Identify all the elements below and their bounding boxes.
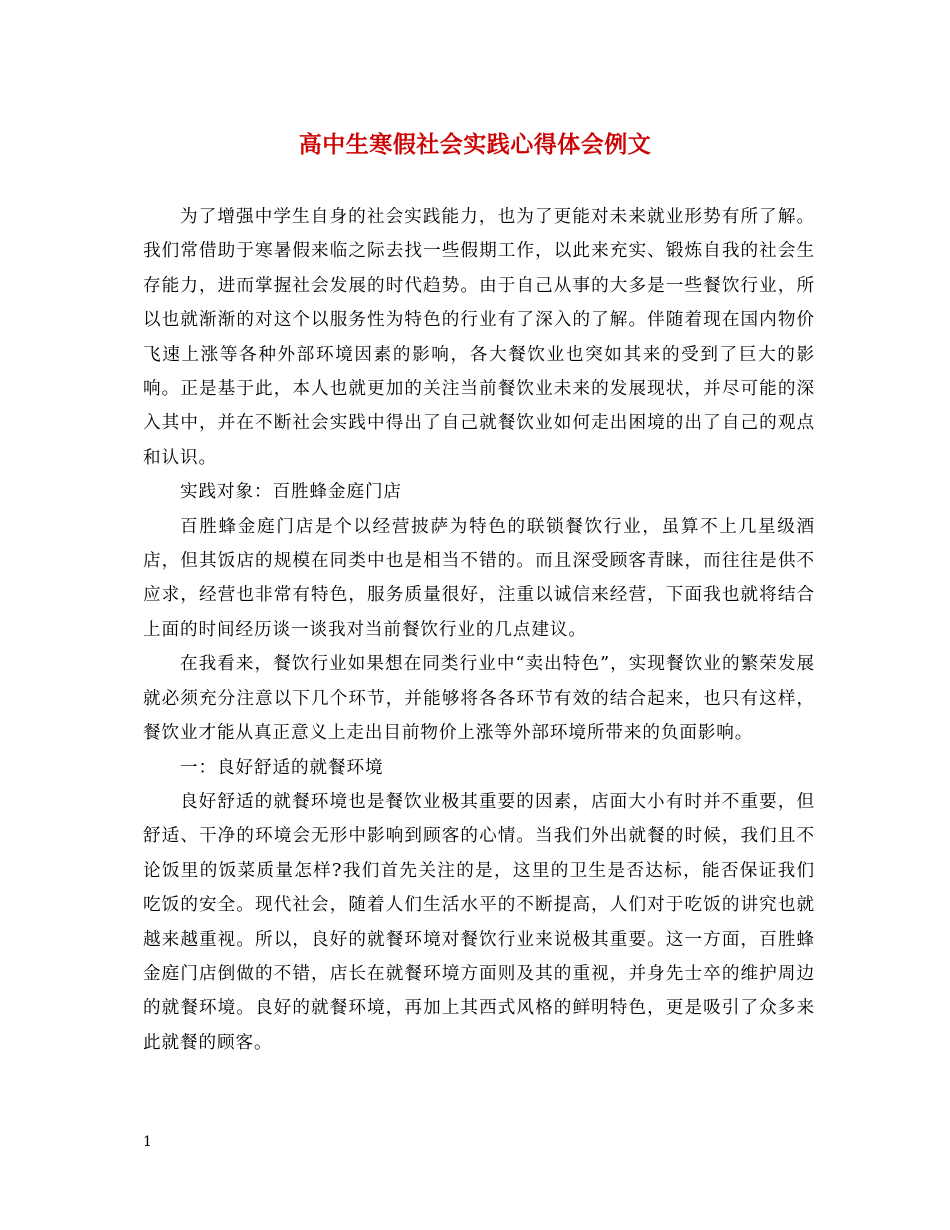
paragraph-intro: 为了增强中学生自身的社会实践能力，也为了更能对未来就业形势有所了解。我们常借助于寒暑假来临之际去找一些假期工作，以此来充实、锻炼自我的社会生存能力，进而掌握社会发展的时代趋势。由于自己从事的大多是一些餐饮行业，所以也就渐渐的对这个以服务性为特色的行业有了深入的了解。伴随着现在国内物价飞速上涨等各种外部环境因素的影响，各大餐饮业也突如其来的受到了巨大的影响。正是基于此，本人也就更加的关注当前餐饮业未来的发展现状，并尽可能的深入其中，并在不断社会实践中得出了自己就餐饮业如何走出困境的出了自己的观点和认识。	[143, 207, 815, 468]
paragraph-store-description: 百胜蜂金庭门店是个以经营披萨为特色的联锁餐饮行业，虽算不上几星级酒店，但其饭店的规模在同类中也是相当不错的。而且深受顾客青睐，而往往是供不应求，经营也非常有特色，服务质量很好，注重以诚信来经营，下面我也就将结合上面的时间经历谈一谈我对当前餐饮行业的几点建议。	[143, 516, 815, 640]
paragraph-practice-target: 实践对象：百胜蜂金庭门店	[180, 482, 402, 503]
paragraph-opinion: 在我看来，餐饮行业如果想在同类行业中“卖出特色”，实现餐饮业的繁荣发展就必须充分注意以下几个环节，并能够将各各环节有效的结合起来，也只有这样，餐饮业才能从真正意义上走出目前物价上涨等外部环境所带来的负面影响。	[143, 654, 815, 744]
document-title: 高中生寒假社会实践心得体会例文	[298, 131, 652, 158]
paragraph-section-heading-1: 一：良好舒适的就餐环境	[180, 757, 384, 778]
document-body	[143, 200, 815, 1060]
paragraph-dining-environment: 良好舒适的就餐环境也是餐饮业极其重要的因素，店面大小有时并不重要，但舒适、干净的环境会无形中影响到顾客的心情。当我们外出就餐的时候，我们且不论饭里的饭菜质量怎样?我们首先关注的是，这里的卫生是否达标，能否保证我们吃饭的安全。现代社会，随着人们生活水平的不断提高，人们对于吃饭的讲究也就越来越重视。所以，良好的就餐环境对餐饮行业来说极其重要。这一方面，百胜蜂金庭门店倒做的不错，店长在就餐环境方面则及其的重视，并身先士卒的维护周边的就餐环境。良好的就餐环境，再加上其西式风格的鲜明特色，更是吸引了众多来此就餐的顾客。	[143, 791, 815, 1053]
page-number: 1	[143, 1134, 152, 1150]
